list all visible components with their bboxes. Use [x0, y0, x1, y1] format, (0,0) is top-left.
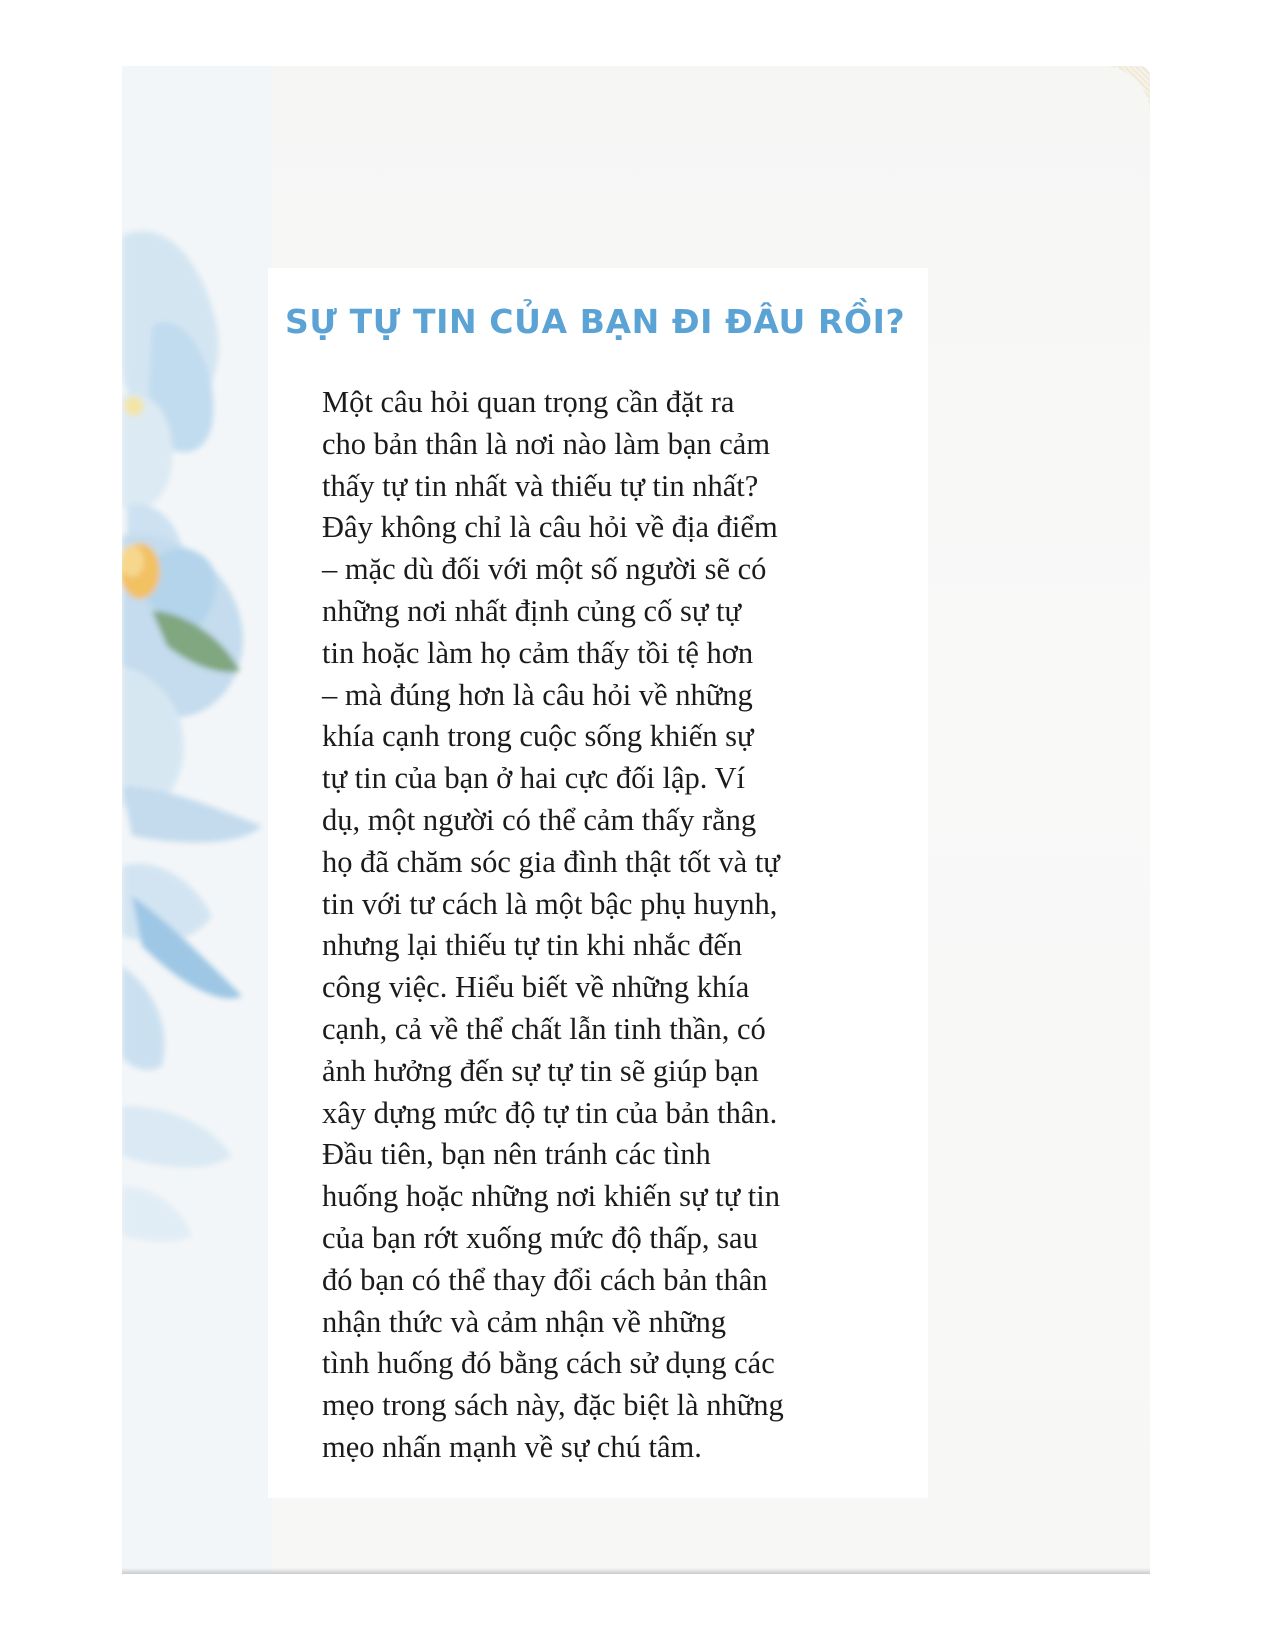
- body-line: Đầu tiên, bạn nên tránh các tình: [322, 1137, 711, 1172]
- section-heading: SỰ TỰ TIN CỦA BẠN ĐI ĐÂU RỒI?: [285, 302, 906, 341]
- body-line: đó bạn có thể thay đổi cách bản thân: [322, 1262, 768, 1297]
- body-line: mẹo trong sách này, đặc biệt là những: [322, 1388, 784, 1423]
- body-line: ảnh hưởng đến sự tự tin sẽ giúp bạn: [322, 1053, 759, 1088]
- body-line: Một câu hỏi quan trọng cần đặt ra: [322, 385, 735, 419]
- body-line: tin với tư cách là một bậc phụ huynh,: [322, 886, 778, 921]
- page-bottom-edge: [122, 1568, 1150, 1574]
- body-line: tự tin của bạn ở hai cực đối lập. Ví: [322, 761, 745, 796]
- body-line: huống hoặc những nơi khiến sự tự tin: [322, 1179, 780, 1214]
- body-line: tin hoặc làm họ cảm thấy tồi tệ hơn: [322, 635, 754, 670]
- body-line: mẹo nhấn mạnh về sự chú tâm.: [322, 1429, 702, 1464]
- body-line: cho bản thân là nơi nào làm bạn cảm: [322, 426, 771, 461]
- body-line: – mặc dù đối với một số người sẽ có: [322, 552, 767, 587]
- body-line: cạnh, cả về thể chất lẫn tinh thần, có: [322, 1011, 766, 1046]
- body-line: – mà đúng hơn là câu hỏi về những: [322, 677, 753, 712]
- body-line: của bạn rớt xuống mức độ thấp, sau: [322, 1220, 758, 1255]
- body-line: nhận thức và cảm nhận về những: [322, 1304, 727, 1339]
- body-line: khía cạnh trong cuộc sống khiến sự: [322, 719, 754, 754]
- body-text: [322, 382, 912, 1469]
- body-line: công việc. Hiểu biết về những khía: [322, 970, 750, 1005]
- body-line: Đây không chỉ là câu hỏi về địa điểm: [322, 510, 778, 545]
- body-line: nhưng lại thiếu tự tin khi nhắc đến: [322, 928, 743, 963]
- body-line: họ đã chăm sóc gia đình thật tốt và tự: [322, 844, 780, 879]
- body-line: những nơi nhất định củng cố sự tự: [322, 593, 741, 628]
- body-line: tình huống đó bằng cách sử dụng các: [322, 1346, 775, 1381]
- body-line: dụ, một người có thể cảm thấy rằng: [322, 802, 757, 837]
- watercolor-flower-illustration: [122, 66, 272, 1574]
- body-line: xây dựng mức độ tự tin của bản thân.: [322, 1095, 778, 1130]
- body-line: thấy tự tin nhất và thiếu tự tin nhất?: [322, 468, 759, 503]
